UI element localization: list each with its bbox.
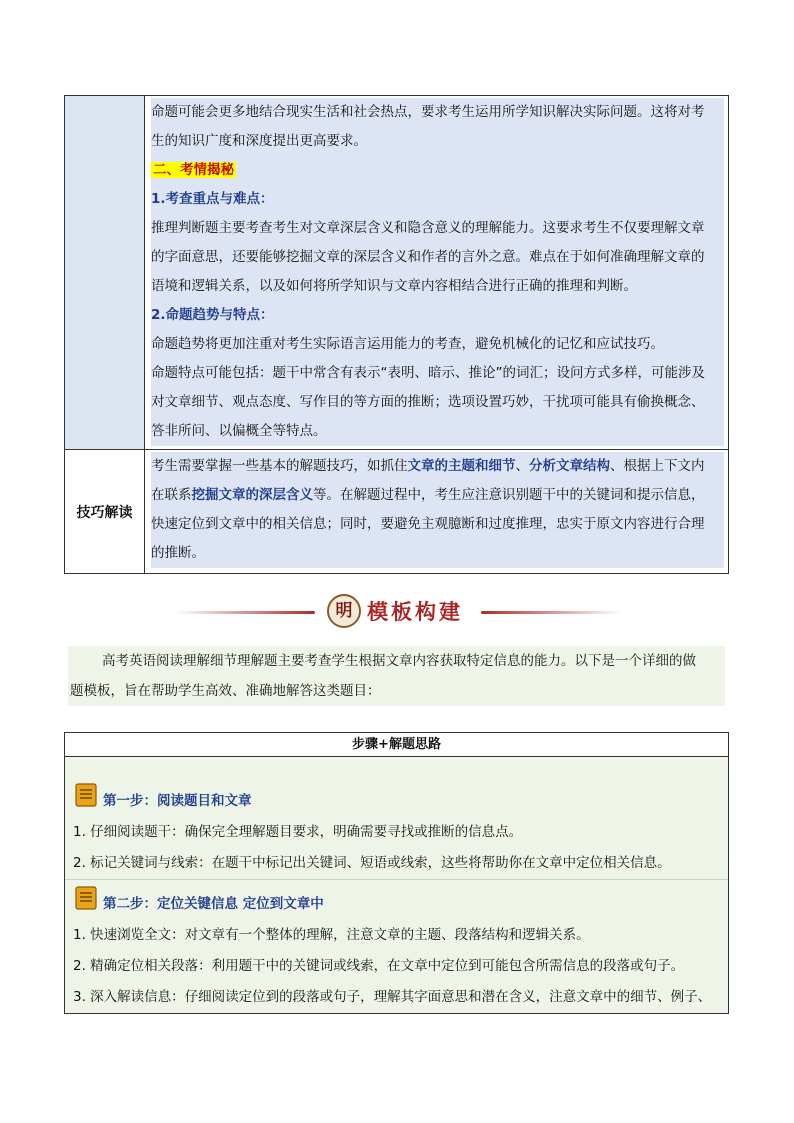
analysis-line: 命题特点可能包括：题干中常含有表示“表明、暗示、推论”的词汇；设问方式多样，可能涉及 [151, 365, 705, 381]
tech-text: 、 [515, 458, 529, 474]
analysis-line: 的字面意思，还要能够挖掘文章的深层含义和作者的言外之意。难点在于如何准确理解文章的 [151, 249, 705, 265]
analysis-content-cell [145, 96, 729, 450]
step-heading [65, 777, 728, 817]
banner-title: 模板构建 [367, 599, 463, 624]
tech-emphasis: 分析文章结构 [529, 458, 610, 474]
step-item: 2. 标记关键词与线索：在题干中标记出关键词、短语或线索，这些将帮助你在文章中定位相关信息。 [73, 855, 671, 871]
section-heading: 二、考情揭秘 [153, 162, 234, 178]
notebook-icon [75, 783, 97, 807]
step-item: 3. 深入解读信息：仔细阅读定位到的段落或句子，理解其字面意思和潜在含义，注意文章中的细节、例子、 [73, 989, 712, 1005]
tech-text: 、根据上下文内 [610, 458, 705, 474]
step-item: 1. 仔细阅读题干：确保完全理解题目要求，明确需要寻找或推断的信息点。 [73, 824, 523, 840]
banner-seal: 明 [327, 594, 361, 628]
step-label: 第二步：定位关键信息 定位到文章中 [103, 896, 324, 912]
intro-line: 高考英语阅读理解细节理解题主要考查学生根据文章内容获取特定信息的能力。以下是一个详细的做 [102, 653, 696, 669]
sub-heading: 2.命题趋势与特点： [151, 307, 274, 323]
step-item: 1. 快速浏览全文：对文章有一个整体的理解，注意文章的主题、段落结构和逻辑关系。 [73, 927, 590, 943]
tech-text: 在联系 [151, 487, 192, 503]
steps-table-body [65, 757, 728, 1013]
section-banner [175, 592, 621, 632]
tech-line: 快速定位到文章中的相关信息；同时，要避免主观臆断和过度推理，忠实于原文内容进行合理 [151, 516, 705, 532]
intro-paragraph [68, 646, 725, 706]
tech-label: 技巧解读 [76, 504, 133, 521]
intro-line: 题模板，旨在帮助学生高效、准确地解答这类题目： [70, 683, 381, 699]
analysis-line: 命题可能会更多地结合现实生活和社会热点，要求考生运用所学知识解决实际问题。这将对考 [151, 104, 705, 120]
tech-emphasis: 挖掘文章的深层含义 [191, 487, 313, 503]
analysis-line: 生的知识广度和深度提出更高要求。 [151, 133, 367, 149]
analysis-line: 推理判断题主要考查考生对文章深层含义和隐含意义的理解能力。这要求考生不仅要理解文章 [151, 220, 705, 236]
steps-table-header: 步骤+解题思路 [65, 733, 728, 757]
analysis-line: 答非所问、以偏概全等特点。 [151, 423, 327, 439]
step-heading [65, 879, 728, 920]
step-item: 2. 精确定位相关段落：利用题干中的关键词或线索，在文章中定位到可能包含所需信息的段落或句子。 [73, 958, 685, 974]
tech-emphasis: 文章的主题和细节 [407, 458, 516, 474]
analysis-line: 对文章细节、观点态度、写作目的等方面的推断；选项设置巧妙，干扰项可能具有偷换概念、 [151, 394, 705, 410]
analysis-left-cell [65, 96, 145, 450]
tech-line [151, 481, 724, 510]
tech-line [151, 452, 724, 481]
analysis-line: 语境和逻辑关系，以及如何将所学知识与文章内容相结合进行正确的推理和判断。 [151, 278, 637, 294]
tech-label-cell [65, 450, 145, 574]
analysis-table [64, 95, 729, 574]
steps-table [64, 732, 729, 1014]
analysis-line: 命题趋势将更加注重对考生实际语言运用能力的考查，避免机械化的记忆和应试技巧。 [151, 336, 664, 352]
step-label: 第一步：阅读题目和文章 [103, 793, 252, 809]
tech-text: 等。在解题过程中，考生应注意识别题干中的关键词和提示信息， [313, 487, 705, 503]
banner-rule-right [481, 611, 621, 614]
tech-line: 的推断。 [151, 545, 205, 561]
banner-rule-left [175, 611, 315, 614]
tech-content-cell [145, 450, 729, 574]
sub-heading: 1.考查重点与难点： [151, 191, 274, 207]
tech-text: 考生需要掌握一些基本的解题技巧，如抓住 [151, 458, 408, 474]
notebook-icon [75, 886, 97, 910]
